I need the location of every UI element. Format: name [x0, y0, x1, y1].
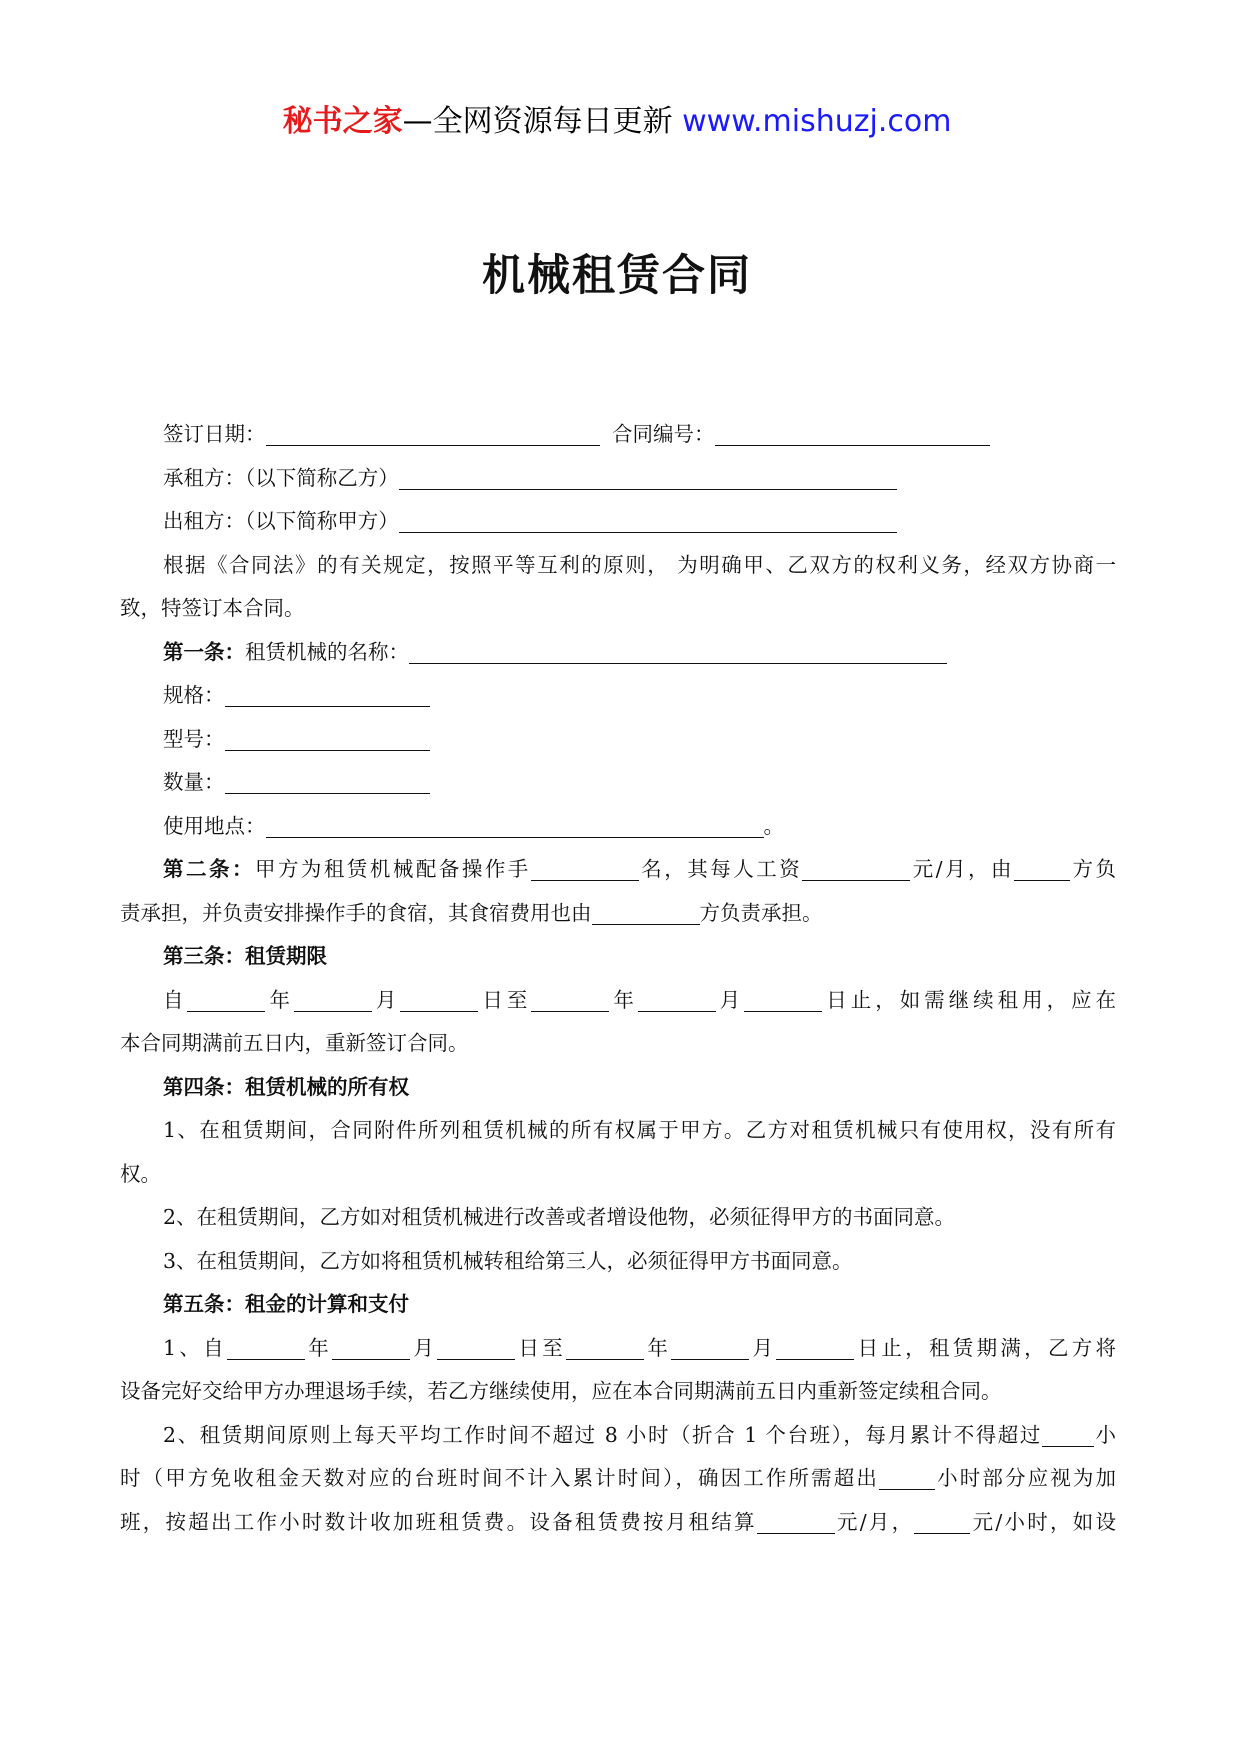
location-period: 。 — [763, 813, 784, 838]
year-label: 年 — [304, 1335, 333, 1360]
article-5-heading: 第五条：租金的计算和支付 — [163, 1292, 409, 1316]
lessee-label: 承租方：（以下简称乙方） — [163, 465, 399, 490]
contract-no-field[interactable] — [715, 419, 990, 446]
art5-p2-text-c3: 元/小时，如设 — [970, 1509, 1116, 1534]
quantity-field[interactable] — [225, 767, 430, 794]
machine-name-field[interactable] — [409, 637, 947, 664]
quantity-label: 数量： — [163, 770, 225, 794]
article-2-line-1 — [120, 848, 1116, 892]
board-party-field[interactable] — [592, 898, 700, 925]
overtime-hours-field[interactable] — [879, 1463, 935, 1490]
article-5-until-text: 日止，租赁期满，乙方将 — [854, 1335, 1117, 1360]
lessor-label: 出租方：（以下简称甲方） — [163, 509, 399, 533]
wage-field[interactable] — [802, 854, 910, 881]
spec-field[interactable] — [225, 680, 430, 707]
document-title: 机械租赁合同 — [482, 251, 752, 301]
start-month-field[interactable] — [294, 985, 372, 1012]
month-label: 月 — [749, 1335, 777, 1360]
article-1-line — [120, 631, 1116, 675]
end-month-field[interactable] — [638, 985, 716, 1012]
article-3-line-2: 本合同期满前五日内，重新签订合同。 — [120, 1031, 469, 1055]
art5-p2-text-c2: 元/月， — [834, 1509, 915, 1534]
from-label: 自 — [163, 987, 188, 1012]
machine-name-label: 租赁机械的名称： — [245, 639, 409, 664]
lessor-line — [120, 500, 1116, 544]
article-5-para-1-line-1 — [120, 1327, 1116, 1371]
monthly-rent-field[interactable] — [757, 1507, 835, 1534]
year-label: 年 — [644, 1335, 672, 1360]
article-2-text-f: 方负责承担。 — [699, 900, 823, 925]
lessee-line — [120, 457, 1116, 501]
article-5-para-2-line-1 — [120, 1414, 1116, 1458]
art5-end-month-field[interactable] — [671, 1333, 749, 1360]
day-to-label: 日至 — [478, 987, 532, 1012]
location-line — [120, 805, 1116, 849]
preamble-line-2: 致，特签订本合同。 — [120, 596, 305, 620]
article-2-text-d: 方负 — [1070, 857, 1117, 881]
sign-date-field[interactable] — [266, 419, 600, 446]
location-field[interactable] — [266, 811, 764, 838]
brand-name: 秘书之家 — [282, 104, 403, 139]
art5-p2-text-b2: 小时部分应视为加 — [935, 1466, 1116, 1490]
spec-label: 规格： — [163, 683, 225, 707]
article-5-para-2-line-2 — [120, 1457, 1116, 1501]
art5-start-month-field[interactable] — [332, 1333, 410, 1360]
model-label: 型号： — [163, 726, 225, 751]
operator-count-field[interactable] — [531, 854, 639, 881]
article-5-para-2-line-3 — [120, 1501, 1116, 1545]
article-4-para-3: 3、在租赁期间，乙方如将租赁机械转租给第三人，必须征得甲方书面同意。 — [163, 1248, 853, 1273]
article-2-text-c: 元/月，由 — [910, 857, 1015, 881]
article-2-text-a: 甲方为租赁机械配备操作手 — [254, 857, 531, 881]
brand-slogan: —全网资源每日更新 — [402, 104, 673, 139]
article-4-heading: 第四条：租赁机械的所有权 — [163, 1074, 409, 1099]
art5-start-day-field[interactable] — [437, 1333, 515, 1360]
year-label: 年 — [265, 987, 294, 1012]
sign-date-line — [120, 413, 1116, 457]
article-3-until-text: 日止，如需继续租用，应在 — [822, 987, 1117, 1012]
lessor-field[interactable] — [399, 506, 897, 533]
contract-body — [120, 413, 1116, 1544]
art5-from-label: 1、自 — [163, 1335, 227, 1360]
end-day-field[interactable] — [744, 985, 822, 1012]
location-label: 使用地点： — [163, 813, 266, 838]
spec-line — [120, 674, 1116, 718]
site-banner — [0, 100, 1234, 144]
hourly-rent-field[interactable] — [914, 1507, 970, 1534]
article-2-text-e: 责承担，并负责安排操作手的食宿，其食宿费用也由 — [120, 900, 592, 925]
start-year-field[interactable] — [187, 985, 265, 1012]
year-label: 年 — [609, 987, 638, 1012]
article-4-para-2: 2、在租赁期间，乙方如对租赁机械进行改善或者增设他物，必须征得甲方的书面同意。 — [163, 1205, 956, 1229]
month-label: 月 — [410, 1335, 438, 1360]
article-4-para-1-line-2: 权。 — [120, 1161, 161, 1186]
article-2-heading: 第二条： — [163, 857, 255, 881]
article-2-line-2 — [120, 892, 1116, 936]
contract-no-label: 合同编号： — [612, 422, 715, 446]
party-field[interactable] — [1014, 854, 1070, 881]
site-link[interactable]: www.mishuzj.com — [682, 104, 952, 139]
start-day-field[interactable] — [400, 985, 478, 1012]
model-line — [120, 718, 1116, 762]
art5-end-day-field[interactable] — [776, 1333, 854, 1360]
article-5-para-1-line-2: 设备完好交给甲方办理退场手续，若乙方继续使用，应在本合同期满前五日内重新签定续租合同。 — [120, 1379, 1002, 1403]
day-to-label: 日至 — [515, 1335, 567, 1360]
article-4-para-1-line-1: 1、在租赁期间，合同附件所列租赁机械的所有权属于甲方。乙方对租赁机械只有使用权，没有所有 — [163, 1118, 1116, 1142]
article-3-heading: 第三条：租赁期限 — [163, 944, 327, 968]
art5-p2-text-a2: 小 — [1093, 1422, 1116, 1447]
quantity-line — [120, 761, 1116, 805]
art5-p2-text-a: 2、租赁期间原则上每天平均工作时间不超过 8 小时（折合 1 个台班），每月累计不得超过 — [163, 1422, 1042, 1447]
lessee-field[interactable] — [399, 463, 897, 490]
monthly-hours-limit-field[interactable] — [1042, 1420, 1094, 1447]
art5-end-year-field[interactable] — [566, 1333, 644, 1360]
sign-date-label: 签订日期： — [163, 422, 266, 446]
art5-start-year-field[interactable] — [227, 1333, 305, 1360]
month-label: 月 — [715, 987, 745, 1012]
article-3-line-1 — [120, 979, 1116, 1023]
article-1-heading: 第一条： — [163, 639, 245, 664]
preamble-line-1: 根据《合同法》的有关规定，按照平等互利的原则， 为明确甲、乙双方的权利义务，经双方协商一 — [163, 552, 1116, 577]
article-2-text-b: 名，其每人工资 — [638, 857, 803, 881]
month-label: 月 — [371, 987, 401, 1012]
art5-p2-text-b: 时（甲方免收租金天数对应的台班时间不计入累计时间），确因工作所需超出 — [120, 1466, 879, 1490]
art5-p2-text-c: 班，按超出工作小时数计收加班租赁费。设备租赁费按月租结算 — [120, 1509, 757, 1534]
end-year-field[interactable] — [531, 985, 609, 1012]
model-field[interactable] — [225, 724, 430, 751]
